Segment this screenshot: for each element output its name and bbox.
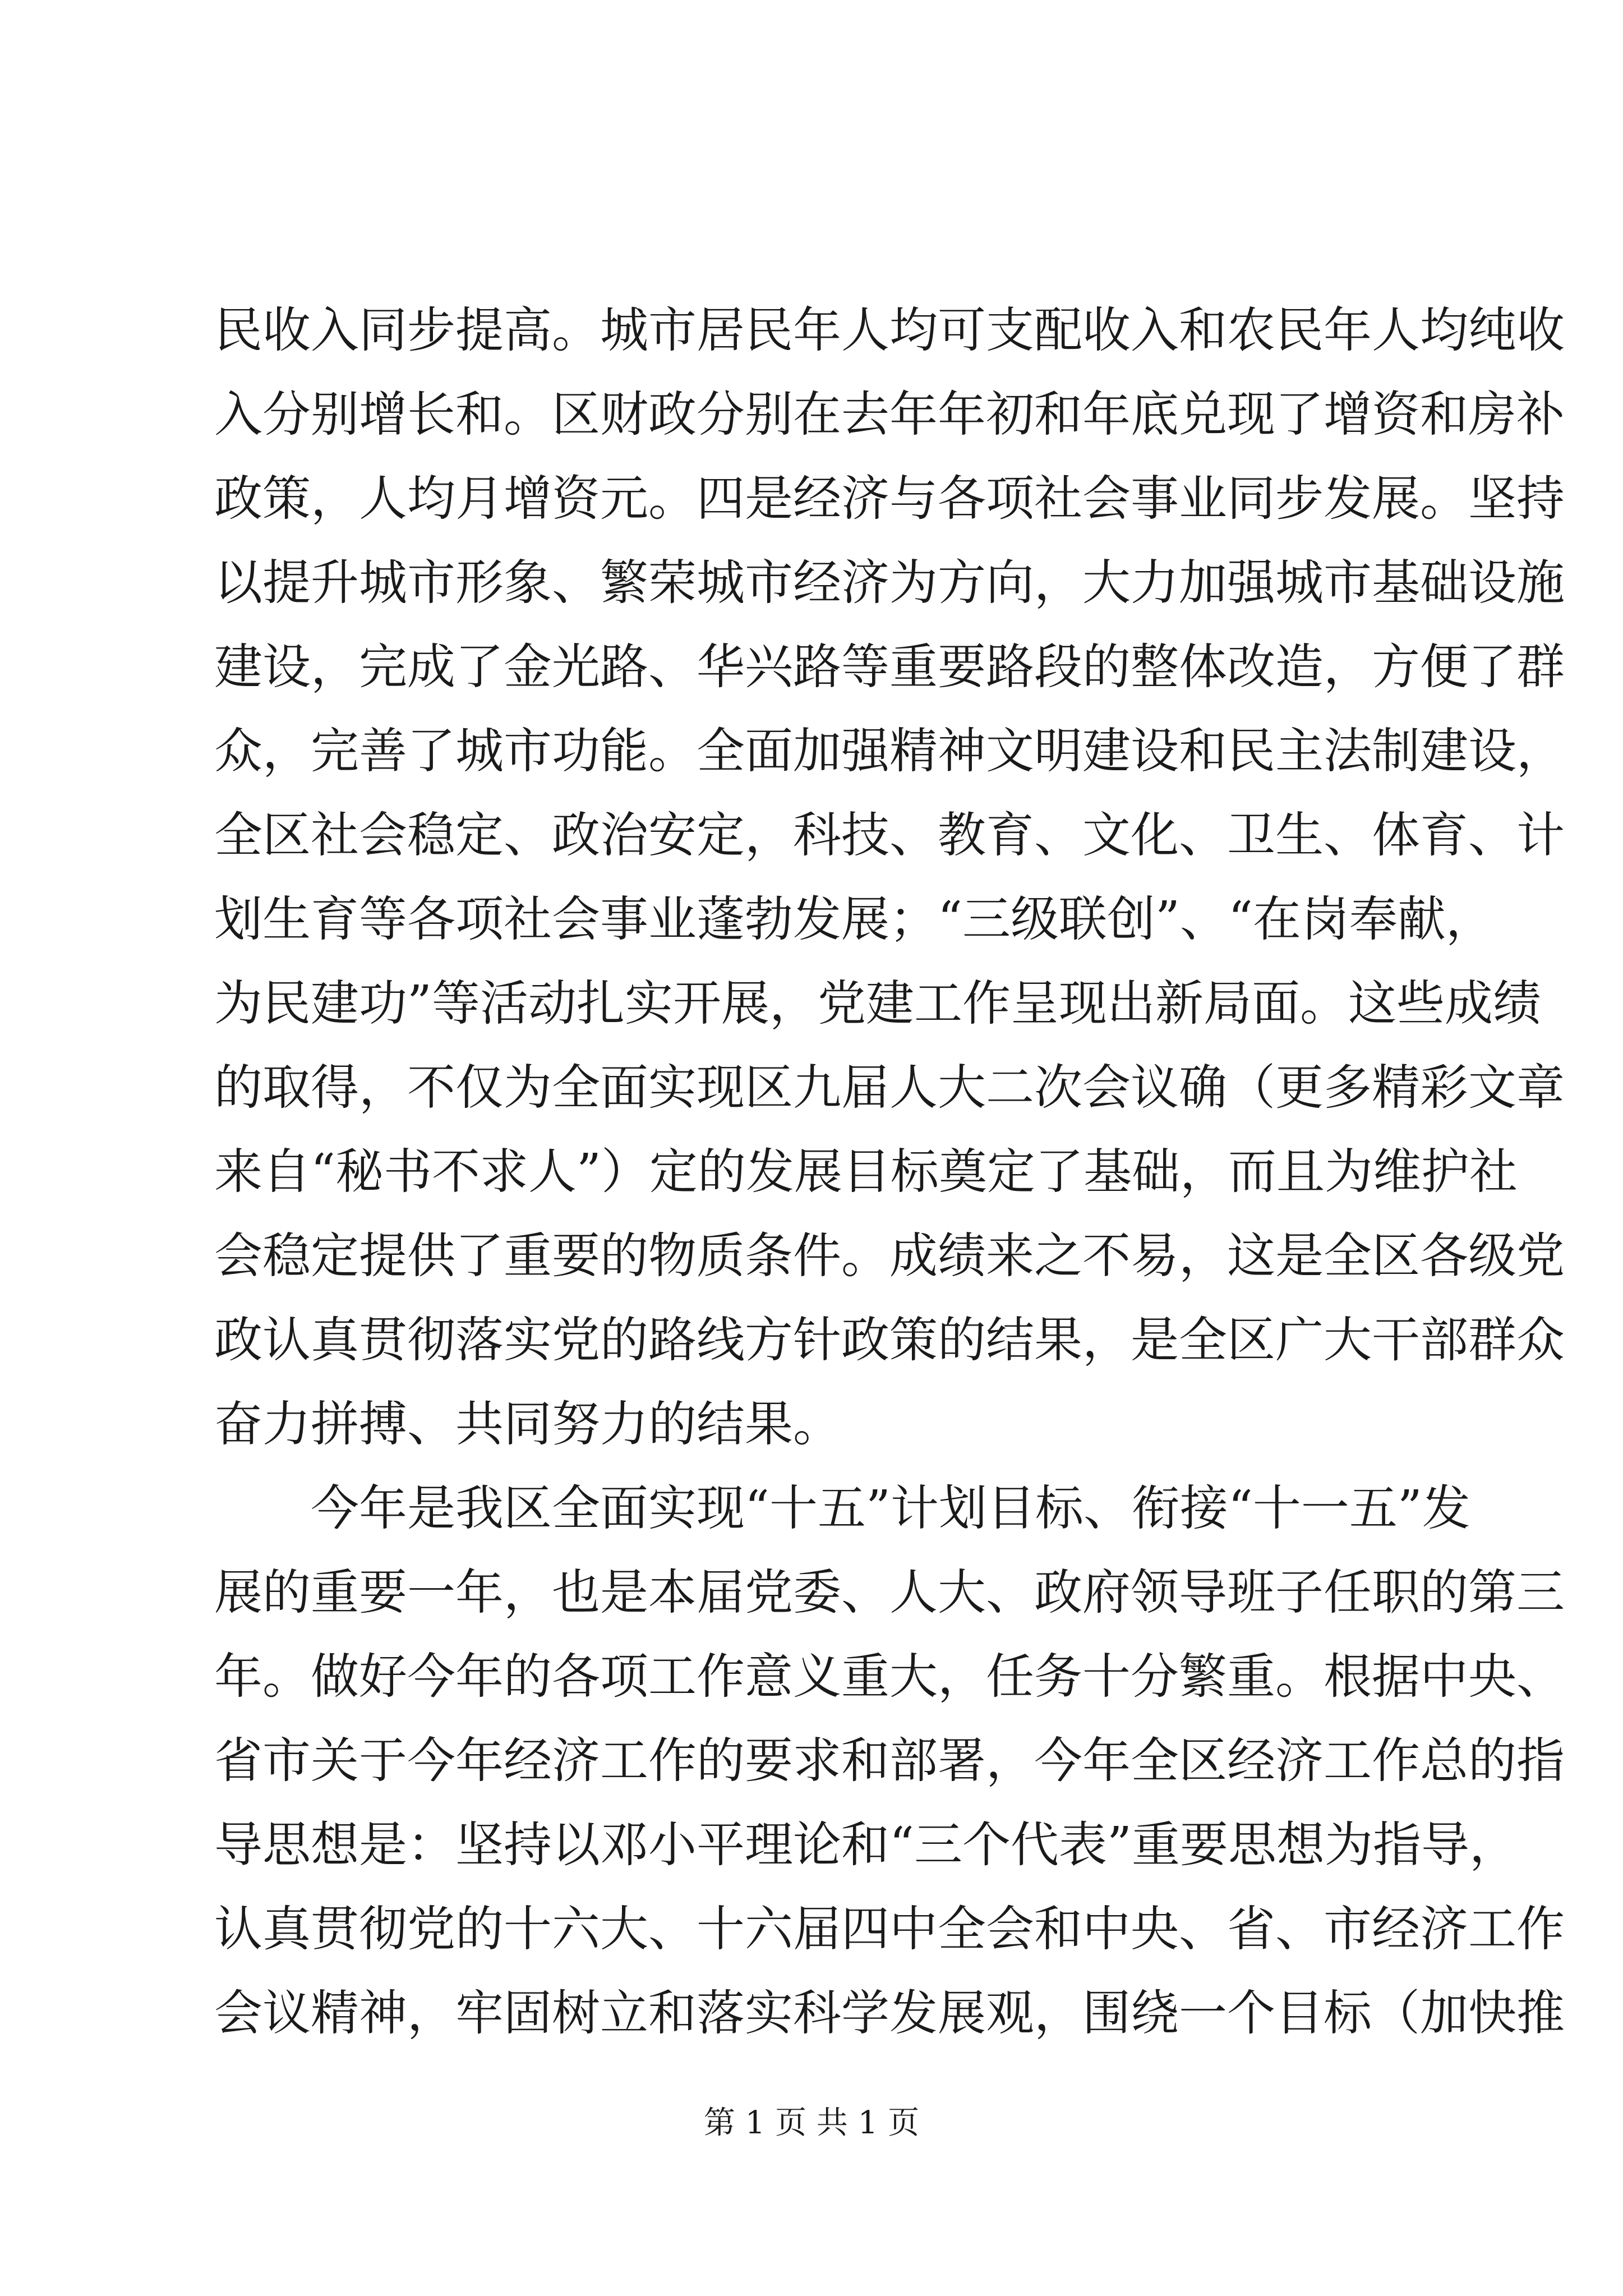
text-line: 政 策 ， 人 均 月 增 资 元 。 四 是 经 济 与 各 项 社 会 事 业 同 步 发 展 。 坚 持 xyxy=(214,471,1565,527)
text-line: 入 分 别 增 长 和 。 区 财 政 分 别 在 去 年 年 初 和 年 底 兑 现 了 增 资 和 房 补 xyxy=(214,386,1565,443)
text-line: 全 区 社 会 稳 定 、 政 治 安 定 ， 科 技 、 教 育 、 文 化 、 卫 生 、 体 育 、 计 xyxy=(214,807,1565,863)
text-line: 的 取 得 ， 不 仅 为 全 面 实 现 区 九 届 人 大 二 次 会 议 确 （ 更 多 精 彩 文 章 xyxy=(214,1060,1565,1116)
page-footer: 第 1 页 共 1 页 xyxy=(703,2105,920,2141)
text-line: 民 收 入 同 步 提 高 。 城 市 居 民 年 人 均 可 支 配 收 入 和 农 民 年 人 均 纯 收 xyxy=(214,302,1565,358)
text-line: 会 稳 定 提 供 了 重 要 的 物 质 条 件 。 成 绩 来 之 不 易 ， 这 是 全 区 各 级 党 xyxy=(214,1228,1565,1284)
text-line: 奋力拼搏、共同努力的结果。 xyxy=(214,1396,841,1452)
text-line: 为 民 建 功 ” 等 活 动 扎 实 开 展 ， 党 建 工 作 呈 现 出 新 局 面 。 这 些 成 绩 xyxy=(214,976,1541,1032)
text-line: 政 认 真 贯 彻 落 实 党 的 路 线 方 针 政 策 的 结 果 ， 是 全 区 广 大 干 部 群 众 xyxy=(214,1312,1565,1368)
text-line: 年 。 做 好 今 年 的 各 项 工 作 意 义 重 大 ， 任 务 十 分 繁 重 。 根 据 中 央 、 xyxy=(214,1649,1565,1705)
text-line: 展 的 重 要 一 年 ， 也 是 本 届 党 委 、 人 大 、 政 府 领 导 班 子 任 职 的 第 三 xyxy=(214,1565,1565,1621)
text-line: 省 市 关 于 今 年 经 济 工 作 的 要 求 和 部 署 ， 今 年 全 区 经 济 工 作 总 的 指 xyxy=(214,1733,1565,1789)
text-line: 导 思 想 是 ： 坚 持 以 邓 小 平 理 论 和 “ 三 个 代 表 ” 重 要 思 想 为 指 导 ， xyxy=(214,1817,1518,1873)
text-line: 建 设 ， 完 成 了 金 光 路 、 华 兴 路 等 重 要 路 段 的 整 体 改 造 ， 方 便 了 群 xyxy=(214,639,1565,695)
text-line: 划 生 育 等 各 项 社 会 事 业 蓬 勃 发 展 ； “ 三 级 联 创 ” 、 “ 在 岗 奉 献 ， xyxy=(214,891,1494,947)
text-line: 来 自 “ 秘 书 不 求 人 ” ） 定 的 发 展 目 标 奠 定 了 基 础 ， 而 且 为 维 护 社 xyxy=(214,1144,1518,1200)
text-line: 会 议 精 神 ， 牢 固 树 立 和 落 实 科 学 发 展 观 ， 围 绕 一 个 目 标 （ 加 快 推 xyxy=(214,1985,1565,2041)
text-line: 今 年 是 我 区 全 面 实 现 “ 十 五 ” 计 划 目 标 、 衔 接 “ 十 一 五 ” 发 xyxy=(311,1480,1470,1536)
text-line: 以 提 升 城 市 形 象 、 繁 荣 城 市 经 济 为 方 向 ， 大 力 加 强 城 市 基 础 设 施 xyxy=(214,555,1565,611)
text-line: 认 真 贯 彻 党 的 十 六 大 、 十 六 届 四 中 全 会 和 中 央 、 省 、 市 经 济 工 作 xyxy=(214,1901,1565,1957)
text-line: 众 ， 完 善 了 城 市 功 能 。 全 面 加 强 精 神 文 明 建 设 和 民 主 法 制 建 设 ， xyxy=(214,723,1565,779)
